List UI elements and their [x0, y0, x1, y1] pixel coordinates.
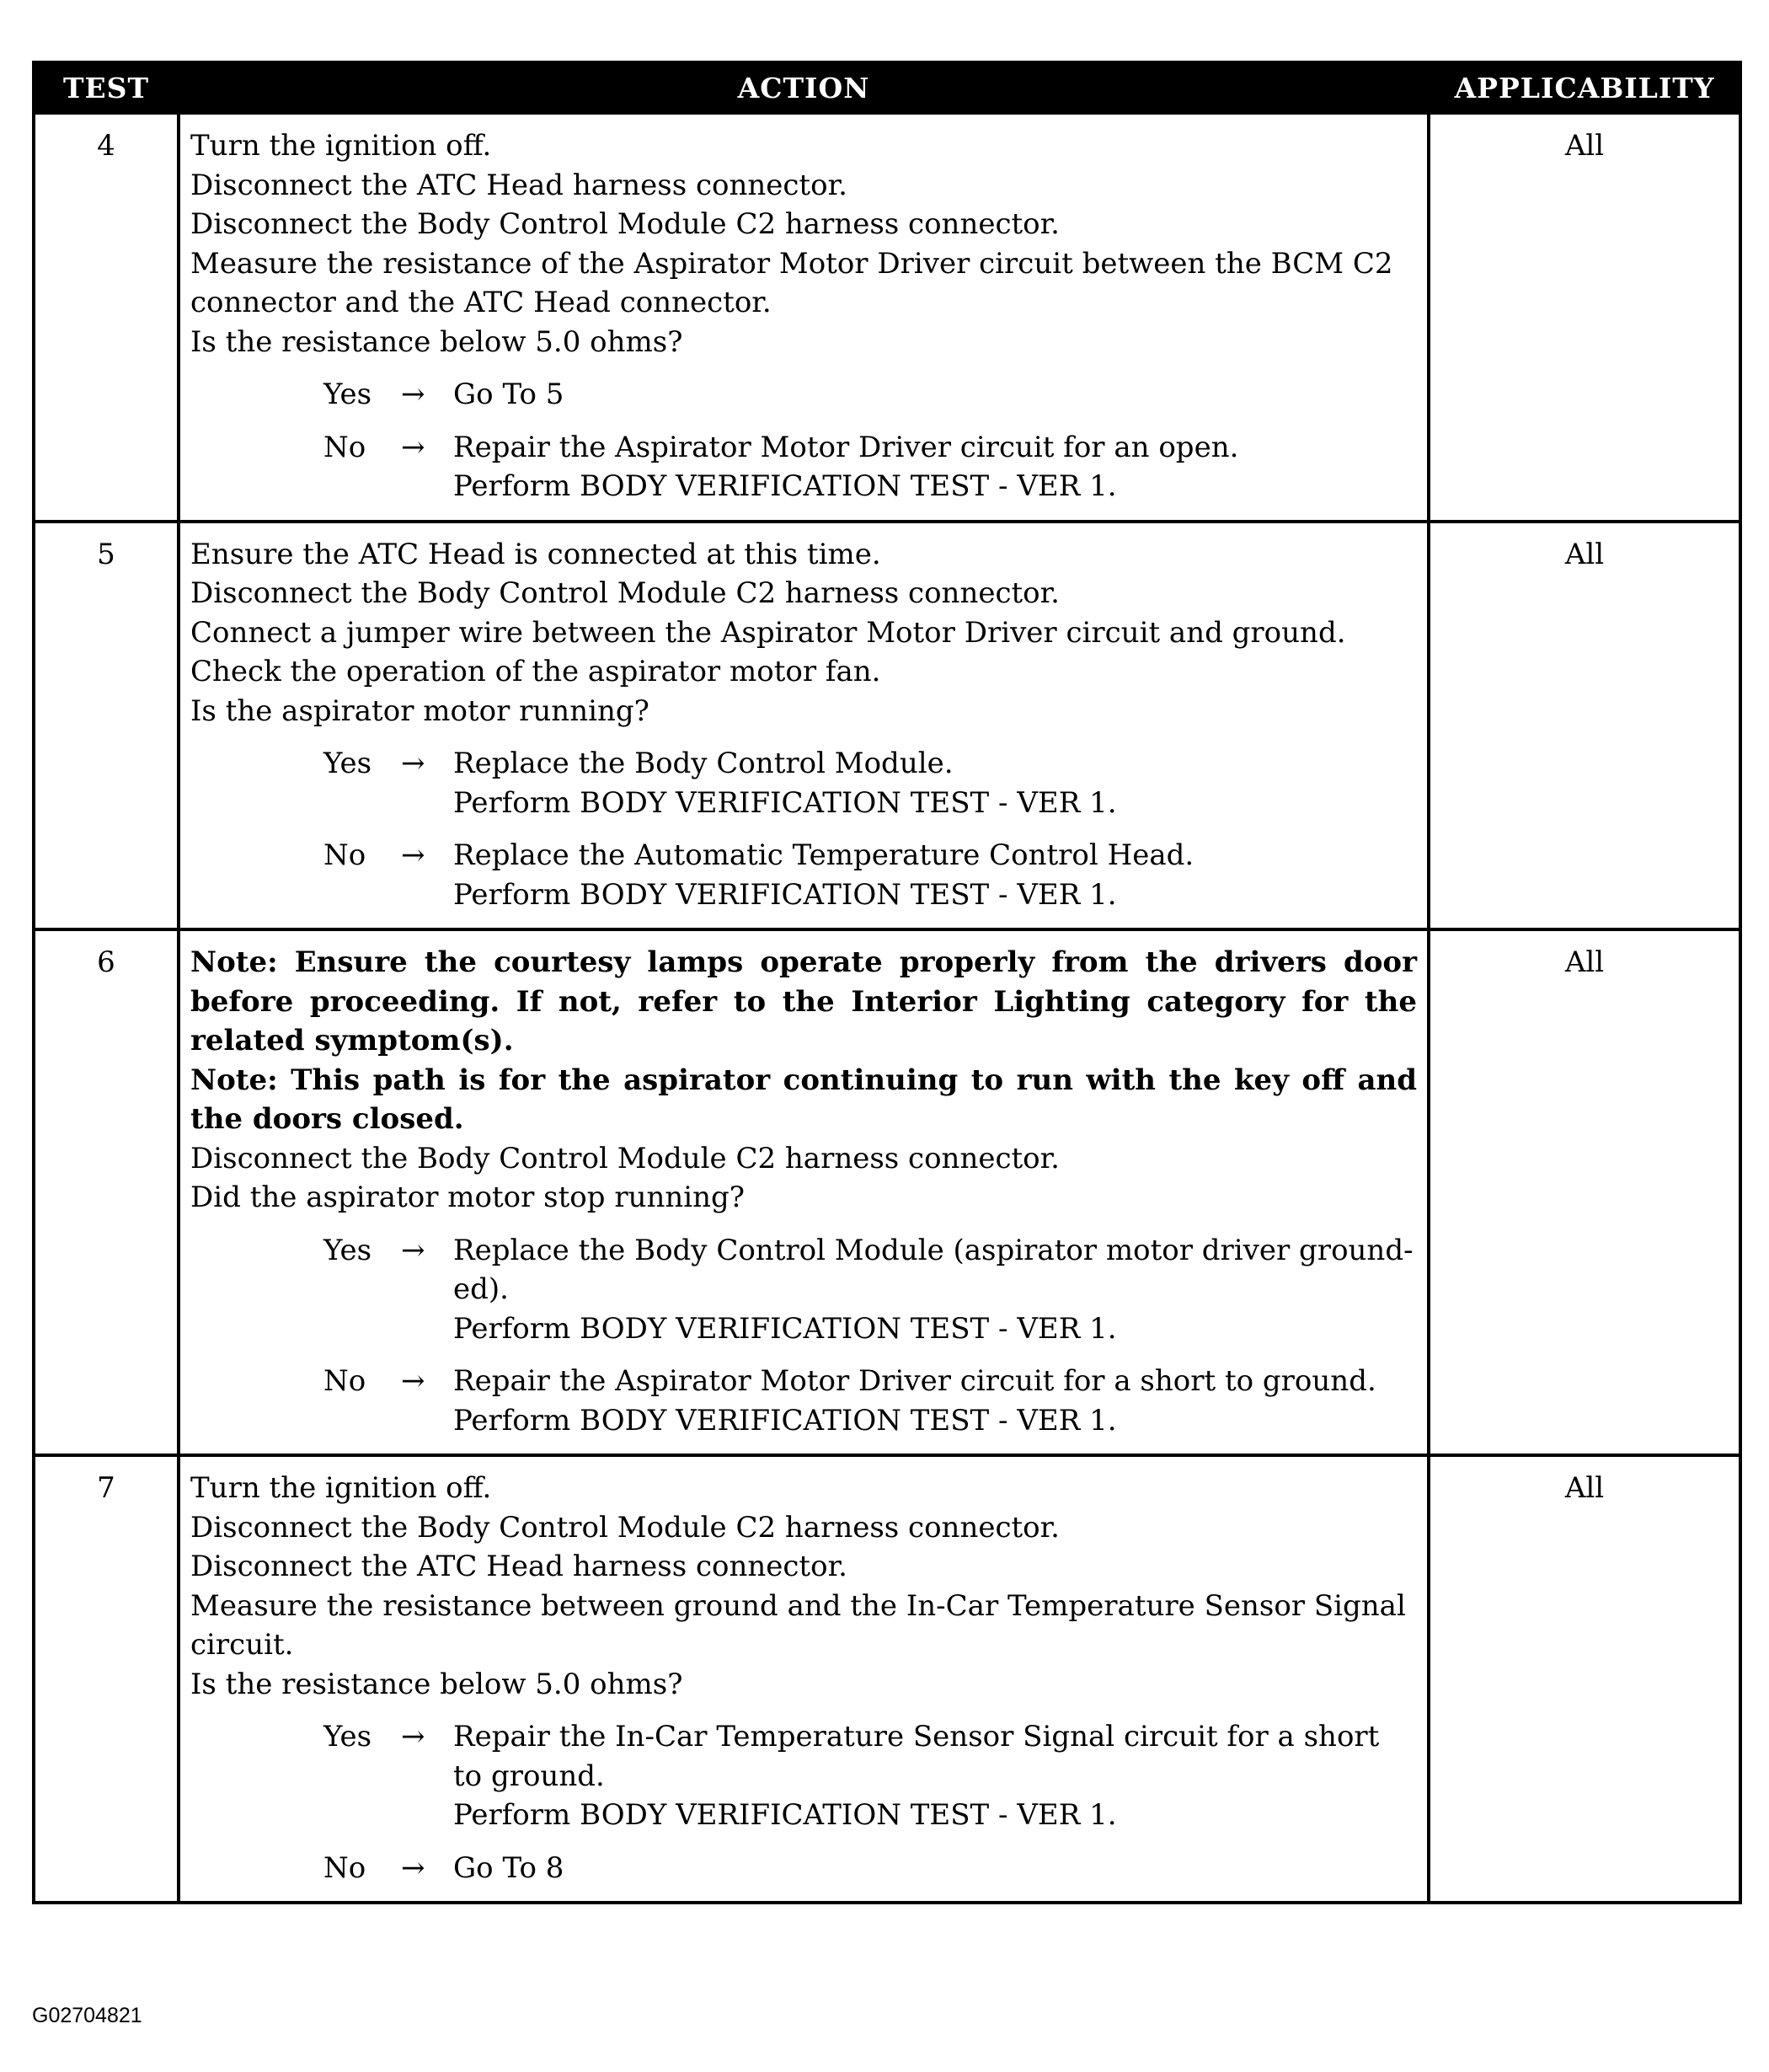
action-step: Disconnect the ATC Head harness connector.: [190, 168, 847, 202]
test-number: 7: [34, 1455, 179, 1903]
yes-label: Yes: [323, 1233, 372, 1267]
arrow-icon: →: [401, 1233, 425, 1267]
no-result: [453, 836, 1417, 914]
arrow-icon: →: [401, 838, 425, 872]
yes-result: [453, 375, 1417, 415]
action-step: Disconnect the Body Control Module C2 harness connector.: [190, 207, 1060, 241]
test-number: 6: [34, 929, 179, 1455]
table-body: [34, 113, 1740, 1903]
arrow-icon: →: [401, 1850, 425, 1885]
yes-result: [453, 744, 1417, 822]
no-result-line: Perform BODY VERIFICATION TEST - VER 1.: [453, 469, 1117, 503]
no-result-line: Perform BODY VERIFICATION TEST - VER 1.: [453, 877, 1117, 912]
yes-result-line: Go To 5: [453, 377, 564, 411]
yes-result: [453, 1717, 1417, 1835]
action-step: Check the operation of the aspirator motor fan.: [190, 655, 881, 688]
yes-answer: [190, 1717, 1417, 1835]
table-row: [34, 1455, 1740, 1903]
yes-result-line: Replace the Body Control Module.: [453, 747, 954, 780]
no-answer: [190, 836, 1417, 914]
test-number: 4: [34, 113, 179, 522]
arrow-icon: →: [401, 377, 425, 411]
note-text: Note: Ensure the courtesy lamps operate properly from the drivers door before proceeding. If not, refer to the Interior Lighting category for the related symptom(s).: [190, 945, 1417, 1057]
arrow-icon: →: [401, 1720, 425, 1753]
action-step: Disconnect the Body Control Module C2 harness connector.: [190, 1510, 1060, 1545]
arrow-icon: →: [401, 747, 425, 780]
header-action: ACTION: [179, 62, 1429, 113]
action-cell: [179, 1455, 1429, 1903]
figure-id: G02704821: [32, 2004, 142, 2027]
action-step: Did the aspirator motor stop running?: [190, 1181, 746, 1214]
table-row: [34, 113, 1740, 522]
action-cell: [179, 522, 1429, 930]
action-step: Disconnect the Body Control Module C2 harness connector.: [190, 1141, 1060, 1175]
note-text: Note: This path is for the aspirator continuing to run with the key off and the doors closed.: [190, 1063, 1417, 1136]
no-label: No: [323, 430, 366, 464]
applicability: All: [1429, 522, 1740, 930]
table-header-row: [34, 62, 1740, 113]
yes-result-line: Perform BODY VERIFICATION TEST - VER 1.: [453, 1798, 1117, 1832]
header-applicability: APPLICABILITY: [1429, 62, 1740, 113]
yes-result-line: Repair the In-Car Temperature Sensor Signal circuit for a short to ground.: [453, 1720, 1380, 1793]
action-step: Disconnect the ATC Head harness connector.: [190, 1550, 847, 1583]
applicability: All: [1429, 113, 1740, 522]
no-result-line: Perform BODY VERIFICATION TEST - VER 1.: [453, 1403, 1117, 1438]
no-result: [453, 428, 1417, 506]
yes-result: [453, 1231, 1417, 1349]
arrow-icon: →: [401, 1364, 425, 1398]
action-step: Measure the resistance between ground and the In-Car Temperature Sensor Signal circuit.: [190, 1588, 1406, 1662]
table-row: [34, 522, 1740, 930]
diagnostic-table-wrapper: [32, 61, 1739, 1904]
applicability: All: [1429, 1455, 1740, 1903]
action-step: Is the resistance below 5.0 ohms?: [190, 1667, 683, 1701]
no-label: No: [323, 1364, 366, 1398]
yes-label: Yes: [323, 747, 372, 780]
yes-result-line: Replace the Body Control Module (aspirator motor driver ground-ed).: [453, 1233, 1414, 1306]
no-answer: [190, 1849, 1417, 1888]
no-result: [453, 1849, 1417, 1888]
no-label: No: [323, 1850, 366, 1885]
header-test: TEST: [34, 62, 179, 113]
action-step: Turn the ignition off.: [190, 129, 492, 163]
yes-answer: [190, 375, 1417, 415]
arrow-icon: →: [401, 430, 425, 464]
action-cell: [179, 929, 1429, 1455]
table-row: [34, 929, 1740, 1455]
no-answer: [190, 1362, 1417, 1440]
no-result-line: Repair the Aspirator Motor Driver circuit for an open.: [453, 430, 1239, 464]
action-step: Connect a jumper wire between the Aspirator Motor Driver circuit and ground.: [190, 615, 1346, 650]
action-step: Is the aspirator motor running?: [190, 693, 649, 728]
test-number: 5: [34, 522, 179, 930]
yes-result-line: Perform BODY VERIFICATION TEST - VER 1.: [453, 785, 1117, 820]
no-result-line: Go To 8: [453, 1850, 564, 1885]
action-step: Turn the ignition off.: [190, 1471, 492, 1505]
yes-result-line: Perform BODY VERIFICATION TEST - VER 1.: [453, 1311, 1117, 1346]
action-step: Is the resistance below 5.0 ohms?: [190, 324, 683, 359]
yes-answer: [190, 744, 1417, 822]
yes-label: Yes: [323, 377, 372, 411]
diagnostic-test-table: [32, 61, 1742, 1904]
no-result-line: Repair the Aspirator Motor Driver circuit for a short to ground.: [453, 1364, 1376, 1398]
yes-label: Yes: [323, 1720, 372, 1753]
action-step: Disconnect the Body Control Module C2 harness connector.: [190, 576, 1060, 610]
action-step: Ensure the ATC Head is connected at this time.: [190, 537, 881, 571]
no-label: No: [323, 838, 366, 872]
no-answer: [190, 428, 1417, 506]
no-result: [453, 1362, 1417, 1440]
action-step: Measure the resistance of the Aspirator Motor Driver circuit between the BCM C2 connector and the ATC Head connector.: [190, 246, 1393, 319]
no-result-line: Replace the Automatic Temperature Control Head.: [453, 838, 1194, 872]
action-cell: [179, 113, 1429, 522]
applicability: All: [1429, 929, 1740, 1455]
yes-answer: [190, 1231, 1417, 1349]
